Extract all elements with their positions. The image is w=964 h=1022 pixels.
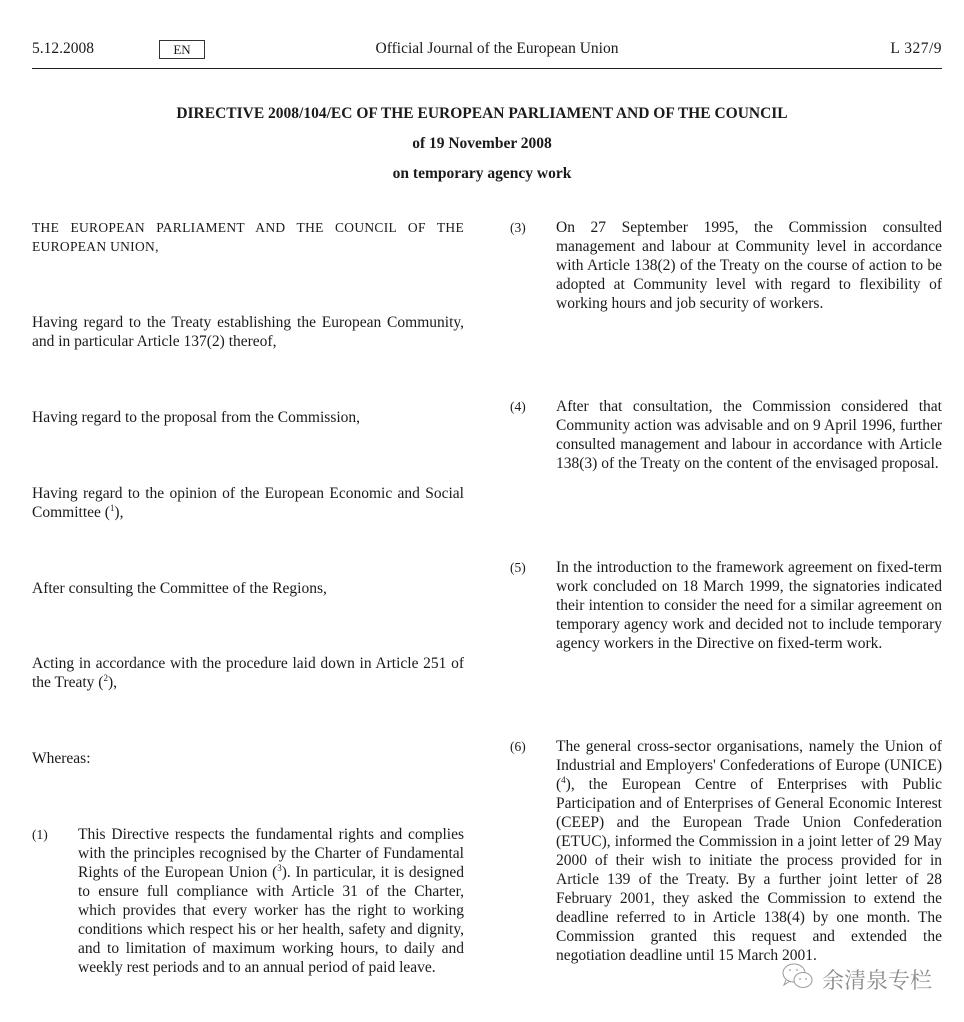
citation-eesc-text: Having regard to the opinion of the European Economic and Social Committee ($^1$), xyxy=(32,485,464,521)
citation-procedure-text: Acting in accordance with the procedure laid down in Article 251 of the Treaty ($^2$), xyxy=(32,655,464,691)
recital-number: (4) xyxy=(510,399,526,414)
language-badge: EN xyxy=(159,40,205,59)
directive-title xyxy=(0,104,964,194)
citation-procedure xyxy=(32,654,464,692)
recital-6 xyxy=(510,737,942,965)
recital-number: (3) xyxy=(510,220,526,235)
recital-3 xyxy=(510,218,942,313)
recital-5 xyxy=(510,558,942,653)
recital-number: (5) xyxy=(510,560,526,575)
directive-subject-line: on temporary agency work xyxy=(392,165,572,182)
wechat-icon xyxy=(780,961,816,997)
recital-text: After that consultation, the Commission considered that Community action was advisable and on 9 April 1996, further consulted management and labour in accordance with Article 138(3) of the Treaty on the content of the envisaged proposal. xyxy=(556,398,942,472)
journal-header xyxy=(32,38,942,69)
recital-text: In the introduction to the framework agreement on fixed-term work concluded on 18 March 1999, the signatories indicated their intention to consider the need for a similar agreement on temporary agency work and decided not to include temporary agency workers in the Directive on fixed-term work. xyxy=(556,559,942,652)
recital-text: This Directive respects the fundamental rights and complies with the principles recognised by the Charter of Fundamental Rights of the European Union ($^3$). In particular, it is designed to ensure full compliance with Article 31 of the Charter, which provides that every worker has the right to working conditions which respect his or her health, safety and dignity, and to limitation of maximum working hours, to daily and weekly rest periods and to an annual period of paid leave. xyxy=(78,826,464,976)
watermark-text: 余清泉专栏 xyxy=(822,968,933,994)
recital-1 xyxy=(32,825,464,977)
recital-4 xyxy=(510,397,942,473)
recital-text: On 27 September 1995, the Commission consulted management and labour at Community level in accordance with Article 138(2) of the Treaty on the course of action to be adopted at Community level with regard to flexibility of working hours and job security of workers. xyxy=(556,219,942,312)
recital-text: The general cross-sector organisations, namely the Union of Industrial and Employers' Confederations of Europe (UNICE) ($^4$), the European Centre of Enterprises with Public Participation and of Enterprises of General Economic Interest (CEEP) and the European Trade Union Confederation (ETUC), informed the Commission in a joint letter of 29 May 2000 of their wish to initiate the process provided for in Article 139 of the Treaty. By a further joint letter of 28 February 2001, they asked the Commission to extend the deadline referred to in Article 138(4) by one month. The Commission granted this request and extended the negotiation deadline until 15 March 2001. xyxy=(556,738,942,964)
citation-proposal: Having regard to the proposal from the Commission, xyxy=(32,409,361,426)
preamble: THE EUROPEAN PARLIAMENT AND THE COUNCIL OF THE EUROPEAN UNION, xyxy=(32,220,464,254)
whereas-label: Whereas: xyxy=(32,750,91,767)
page-reference: L 327/9 xyxy=(890,40,942,57)
citation-regions: After consulting the Committee of the Regions, xyxy=(32,580,327,597)
journal-title: Official Journal of the European Union xyxy=(375,40,619,57)
recital-number: (6) xyxy=(510,739,526,754)
recital-number: (1) xyxy=(32,827,48,842)
watermark xyxy=(780,962,932,996)
citation-eesc xyxy=(32,484,464,522)
publication-date: 5.12.2008 xyxy=(32,40,94,57)
directive-date-line: of 19 November 2008 xyxy=(412,135,552,152)
citation-treaty: Having regard to the Treaty establishing the European Community, and in particular Article 137(2) thereof, xyxy=(32,314,464,350)
directive-title-line-1: DIRECTIVE 2008/104/EC OF THE EUROPEAN PARLIAMENT AND OF THE COUNCIL xyxy=(176,105,788,122)
